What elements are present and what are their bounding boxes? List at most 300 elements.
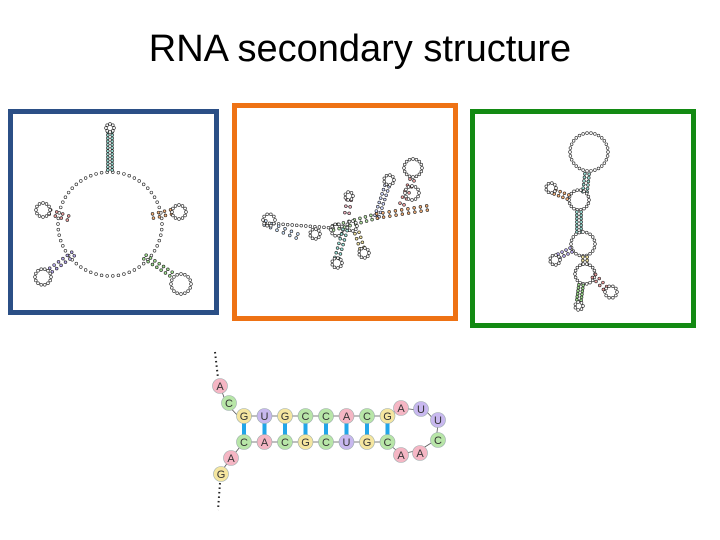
nucleotide-dot [587, 184, 590, 187]
nucleotide-dot [42, 202, 45, 205]
nucleotide-dot [89, 271, 92, 274]
nucleotide-dot [288, 234, 291, 237]
nucleotide-dot [106, 137, 109, 140]
nucleotide-dot [415, 175, 418, 178]
nucleotide-letter: C [322, 411, 330, 423]
nucleotide-dot [409, 178, 412, 181]
nucleotide-dot [347, 198, 350, 201]
nucleotide-letter: G [216, 469, 226, 481]
nucleotide-dot [348, 212, 351, 215]
nucleotide-dot [382, 211, 385, 214]
nucleotide-dot [350, 198, 353, 201]
nucleotide-dot [317, 236, 320, 239]
nucleotide-dot [111, 140, 114, 143]
nucleotide-dot [346, 229, 349, 232]
nucleotide-dot [395, 214, 398, 217]
nucleotide-dot [183, 292, 186, 295]
nucleotide-dot [346, 226, 349, 229]
nucleotide-dot [614, 287, 617, 290]
nucleotide-dot [340, 248, 343, 251]
nucleotide-dot [70, 251, 73, 254]
nucleotide-letter: G [362, 437, 372, 449]
nucleotide-dot [142, 183, 145, 186]
nucleotide-letter: C [281, 437, 289, 449]
nucleotide-dot [158, 206, 161, 209]
nucleotide-dot [344, 205, 347, 208]
nucleotide-dot [155, 266, 158, 269]
nucleotide-dot [585, 205, 588, 208]
nucleotide-dot [580, 221, 583, 224]
nucleotide-dot [391, 175, 394, 178]
nucleotide-dot [385, 194, 388, 197]
nucleotide-dot [171, 271, 174, 274]
nucleotide-dot [582, 305, 585, 308]
stem-loop-structure-panel [470, 109, 696, 328]
nucleotide-letter: U [417, 404, 425, 416]
nucleotide-dot [577, 283, 580, 286]
nucleotide-dot [585, 192, 588, 195]
nucleotide-dot [146, 187, 149, 190]
nucleotide-dot [34, 272, 37, 275]
nucleotide-dot [180, 273, 183, 276]
nucleotide-dot [263, 215, 266, 218]
nucleotide-dot [364, 215, 367, 218]
nucleotide-dot [117, 171, 120, 174]
nucleotide-dot [323, 226, 326, 229]
nucleotide-dot [309, 225, 312, 228]
nucleotide-dot [586, 132, 589, 135]
nucleotide-dot [174, 205, 177, 208]
nucleotide-dot [381, 207, 384, 210]
nucleotide-dot [382, 188, 385, 191]
nucleotide-dot [337, 223, 340, 226]
nucleotide-dot [411, 185, 414, 188]
nucleotide-dot [582, 284, 585, 287]
nucleotide-dot [420, 210, 423, 213]
nucleotide-dot [269, 224, 272, 227]
nucleotide-dot [111, 275, 114, 278]
nucleotide-dot [363, 257, 366, 260]
nucleotide-dot [415, 158, 418, 161]
nucleotide-dot [142, 257, 145, 260]
nucleotide-dot [575, 224, 578, 227]
nucleotide-dot [379, 197, 382, 200]
nucleotide-dot [334, 234, 337, 237]
nucleotide-letter: G [280, 411, 290, 423]
nucleotide-dot [582, 263, 585, 266]
nucleotide-dot [375, 210, 378, 213]
nucleotide-dot [95, 273, 98, 276]
nucleotide-dot [570, 243, 573, 246]
nucleotide-dot [582, 133, 585, 136]
nucleotide-dot [388, 174, 391, 177]
nucleotide-dot [153, 196, 156, 199]
nucleotide-dot [178, 218, 181, 221]
nucleotide-dot [376, 205, 379, 208]
nucleotide-dot [266, 213, 269, 216]
nucleotide-dot [142, 262, 145, 265]
nucleotide-dot [304, 225, 307, 228]
nucleotide-dot [407, 212, 410, 215]
nucleotide-dot [164, 272, 167, 275]
nucleotide-dot [569, 151, 572, 154]
nucleotide-dot [405, 173, 408, 176]
nucleotide-dot [48, 267, 51, 270]
nucleotide-dot [295, 237, 298, 240]
nucleotide-dot [605, 294, 608, 297]
nucleotide-dot [339, 237, 342, 240]
nucleotide-dot [123, 273, 126, 276]
nucleotide-dot [45, 203, 48, 206]
nucleotide-dot [575, 233, 578, 236]
nucleotide-dot [133, 269, 136, 272]
nucleotide-dot [413, 211, 416, 214]
nucleotide-dot [597, 134, 600, 137]
nucleotide-dot [159, 234, 162, 237]
nucleotide-dot [421, 167, 424, 170]
nucleotide-dot [576, 279, 579, 282]
nucleotide-dot [282, 223, 285, 226]
nucleotide-dot [170, 279, 173, 282]
nucleotide-dot [38, 203, 41, 206]
nucleotide-dot [286, 223, 289, 226]
nucleotide-dot [111, 159, 114, 162]
nucleotide-dot [348, 220, 351, 223]
nucleotide-dot [64, 196, 67, 199]
nucleotide-dot [150, 191, 153, 194]
nucleotide-dot [34, 279, 37, 282]
nucleotide-dot [89, 174, 92, 177]
nucleotide-dot [57, 217, 60, 220]
nucleotide-dot [355, 237, 358, 240]
nucleotide-dot [563, 192, 566, 195]
nucleotide-dot [317, 229, 320, 232]
nucleotide-dot [184, 214, 187, 217]
nucleotide-dot [587, 180, 590, 183]
nucleotide-dot [79, 180, 82, 183]
nucleotide-dot [357, 242, 360, 245]
nucleotide-dot [547, 182, 550, 185]
nucleotide-dot [84, 177, 87, 180]
nucleotide-dot [616, 291, 619, 294]
nucleotide-letter: U [260, 411, 269, 423]
nucleotide-dot [589, 281, 592, 284]
nucleotide-dot [189, 279, 192, 282]
nucleotide-dot [360, 247, 363, 250]
nucleotide-dot [590, 132, 593, 135]
nucleotide-dot [327, 226, 330, 229]
nucleotide-dot [583, 172, 586, 175]
nucleotide-dot [54, 215, 57, 218]
nucleotide-dot [43, 268, 46, 271]
nucleotide-dot [111, 169, 114, 172]
nucleotide-dot [579, 189, 582, 192]
nucleotide-dot [570, 205, 573, 208]
nucleotide-dot [575, 252, 578, 255]
branched-structure-diagram [237, 108, 453, 316]
nucleotide-dot [593, 169, 596, 172]
nucleotide-dot [318, 226, 321, 229]
nucleotide-dot [581, 287, 584, 290]
nucleotide-dot [40, 283, 43, 286]
nucleotide-dot [370, 214, 373, 217]
nucleotide-dot [413, 206, 416, 209]
nucleotide-dot [400, 208, 403, 211]
nucleotide-letter: A [397, 403, 405, 415]
nucleotide-dot [382, 216, 385, 219]
nucleotide-dot [576, 295, 579, 298]
nucleotide-dot [360, 221, 363, 224]
nucleotide-dot [580, 224, 583, 227]
nucleotide-dot [581, 290, 584, 293]
nucleotide-dot [383, 177, 386, 180]
nucleotide-dot [557, 262, 560, 265]
nucleotide-dot [412, 176, 415, 179]
nucleotide-dot [386, 190, 389, 193]
nucleotide-dot [575, 217, 578, 220]
nucleotide-dot [368, 252, 371, 255]
nucleotide-dot [587, 202, 590, 205]
nucleotide-dot [162, 265, 165, 268]
nucleotide-dot [551, 263, 554, 266]
nucleotide-dot [580, 301, 583, 304]
nucleotide-dot [49, 209, 52, 212]
nucleotide-dot [589, 264, 592, 267]
nucleotide-dot [575, 165, 578, 168]
nucleotide-dot [557, 255, 560, 258]
nucleotide-letter: A [342, 411, 351, 423]
nucleotide-dot [403, 167, 406, 170]
nucleotide-dot [600, 136, 603, 139]
nucleotide-dot [48, 212, 51, 215]
nucleotide-dot [551, 254, 554, 257]
nucleotide-dot [64, 261, 67, 264]
nucleotide-dot [578, 167, 581, 170]
nucleotide-dot [580, 214, 583, 217]
nucleotide-dot [378, 201, 381, 204]
nucleotide-dot [606, 147, 609, 150]
nucleotide-dot [572, 162, 575, 165]
nucleotide-dot [407, 186, 410, 189]
nucleotide-dot [331, 232, 334, 235]
nucleotide-dot [106, 156, 109, 159]
nucleotide-dot [594, 243, 597, 246]
nucleotide-dot [37, 269, 40, 272]
nucleotide-dot [58, 234, 61, 237]
nucleotide-dot [381, 192, 384, 195]
nucleotide-dot [178, 204, 181, 207]
nucleotide-dot [59, 206, 62, 209]
nucleotide-dot [597, 167, 600, 170]
nucleotide-dot [608, 285, 611, 288]
nucleotide-dot [574, 273, 577, 276]
nucleotide-dot [331, 260, 334, 263]
nucleotide-dot [408, 175, 411, 178]
nucleotide-dot [593, 269, 596, 272]
nucleotide-dot [111, 134, 114, 137]
nucleotide-letter: C [225, 398, 233, 410]
nucleotide-dot [176, 292, 179, 295]
nucleotide-dot [588, 199, 591, 202]
nucleotide-dot [153, 249, 156, 252]
stem-loop-structure-diagram [475, 114, 691, 323]
nucleotide-dot [602, 281, 605, 284]
nucleotide-dot [420, 163, 423, 166]
nucleotide-dot [160, 269, 163, 272]
nucleotide-dot [570, 143, 573, 146]
nucleotide-dot [420, 170, 423, 173]
nucleotide-dot [559, 259, 562, 262]
nucleotide-dot [349, 205, 352, 208]
nucleotide-dot [354, 232, 357, 235]
nucleotide-dot [557, 194, 560, 197]
nucleotide-dot [53, 264, 56, 267]
nucleotide-dot [567, 194, 570, 197]
nucleotide-dot [187, 276, 190, 279]
nucleotide-dot [330, 229, 333, 232]
nucleotide-dot [549, 260, 552, 263]
nucleotide-dot [174, 217, 177, 220]
nucleotide-dot [117, 274, 120, 277]
nucleotide-dot [339, 253, 342, 256]
nucleotide-dot [84, 269, 87, 272]
nucleotide-dot [163, 210, 166, 213]
backbone-3prime [218, 483, 220, 510]
nucleotide-dot [405, 160, 408, 163]
nucleotide-dot [166, 268, 169, 271]
nucleotide-dot [262, 219, 265, 222]
nucleotide-dot [340, 233, 343, 236]
nucleotide-dot [569, 155, 572, 158]
nucleotide-dot [407, 198, 410, 201]
nucleotide-dot [128, 174, 131, 177]
nucleotide-dot [153, 259, 156, 262]
nucleotide-dot [383, 198, 386, 201]
nucleotide-dot [138, 266, 141, 269]
nucleotide-dot [582, 187, 585, 190]
nucleotide-dot [172, 214, 175, 217]
nucleotide-dot [559, 190, 562, 193]
nucleotide-dot [581, 293, 584, 296]
nucleotide-dot [111, 137, 114, 140]
nucleotide-dot [57, 223, 60, 226]
nucleotide-dot [550, 192, 553, 195]
nucleotide-dot [545, 188, 548, 191]
nucleotide-dot [586, 187, 589, 190]
nucleotide-dot [578, 254, 581, 257]
nucleotide-dot [284, 227, 287, 230]
nucleotide-dot [311, 237, 314, 240]
nucleotide-dot [414, 186, 417, 189]
nucleotide-dot [553, 190, 556, 193]
nucleotide-dot [66, 254, 69, 257]
nucleotide-dot [106, 140, 109, 143]
nucleotide-letter: C [383, 437, 392, 449]
nucleotide-dot [106, 169, 109, 172]
nucleotide-dot [576, 292, 579, 295]
nucleotide-dot [570, 239, 573, 242]
nucleotide-dot [554, 254, 557, 257]
nucleotide-dot [549, 257, 552, 260]
nucleotide-dot [554, 264, 557, 267]
nucleotide-dot [111, 129, 114, 132]
nucleotide-dot [391, 182, 394, 185]
nucleotide-dot [336, 247, 339, 250]
nucleotide-dot [606, 155, 609, 158]
nucleotide-dot [40, 268, 43, 271]
nucleotide-dot [553, 183, 556, 186]
nucleotide-dot [575, 214, 578, 217]
nucleotide-dot [547, 191, 550, 194]
nucleotide-dot [47, 282, 50, 285]
nucleotide-dot [399, 202, 402, 205]
nucleotide-dot [45, 215, 48, 218]
nucleotide-dot [342, 221, 345, 224]
nucleotide-letter: A [216, 381, 224, 393]
nucleotide-letter: A [416, 448, 424, 460]
nucleotide-dot [333, 257, 336, 260]
nucleotide-dot [567, 253, 570, 256]
nucleotide-dot [382, 202, 385, 205]
nucleotide-dot [578, 134, 581, 137]
nucleotide-dot [394, 209, 397, 212]
nucleotide-dot [331, 225, 334, 228]
nucleotide-dot [336, 267, 339, 270]
nucleotide-dot [383, 180, 386, 183]
nucleotide-dot [587, 195, 590, 198]
nucleotide-dot [358, 253, 361, 256]
nucleotide-dot [586, 259, 589, 262]
nucleotide-dot [334, 223, 337, 226]
nucleotide-dot [371, 218, 374, 221]
nucleotide-dot [575, 211, 578, 214]
nucleotide-letter: A [227, 453, 235, 465]
nucleotide-dot [60, 264, 63, 267]
nucleotide-dot [106, 129, 109, 132]
nucleotide-dot [319, 233, 322, 236]
nucleotide-dot [404, 192, 407, 195]
nucleotide-dot [106, 159, 109, 162]
nucleotide-dot [580, 308, 583, 311]
nucleotide-dot [591, 276, 594, 279]
nucleotide-dot [361, 241, 364, 244]
nucleotide-dot [341, 228, 344, 231]
nucleotide-dot [336, 257, 339, 260]
nucleotide-dot [550, 182, 553, 185]
nucleotide-dot [64, 249, 67, 252]
nucleotide-dot [185, 211, 188, 214]
nucleotide-dot [407, 207, 410, 210]
nucleotide-dot [111, 165, 114, 168]
nucleotide-dot [190, 283, 193, 286]
nucleotide-dot [274, 219, 277, 222]
nucleotide-dot [573, 207, 576, 210]
nucleotide-dot [575, 227, 578, 230]
nucleotide-dot [366, 255, 369, 258]
nucleotide-dot [574, 269, 577, 272]
nucleotide-dot [95, 172, 98, 175]
nucleotide-dot [403, 163, 406, 166]
nucleotide-dot [591, 250, 594, 253]
nucleotide-dot [156, 201, 159, 204]
nucleotide-dot [360, 256, 363, 259]
nucleotide-dot [598, 277, 601, 280]
nucleotide-dot [576, 189, 579, 192]
nucleotide-dot [385, 174, 388, 177]
nucleotide-dot [106, 146, 109, 149]
nucleotide-dot [593, 239, 596, 242]
nucleotide-dot [170, 283, 173, 286]
